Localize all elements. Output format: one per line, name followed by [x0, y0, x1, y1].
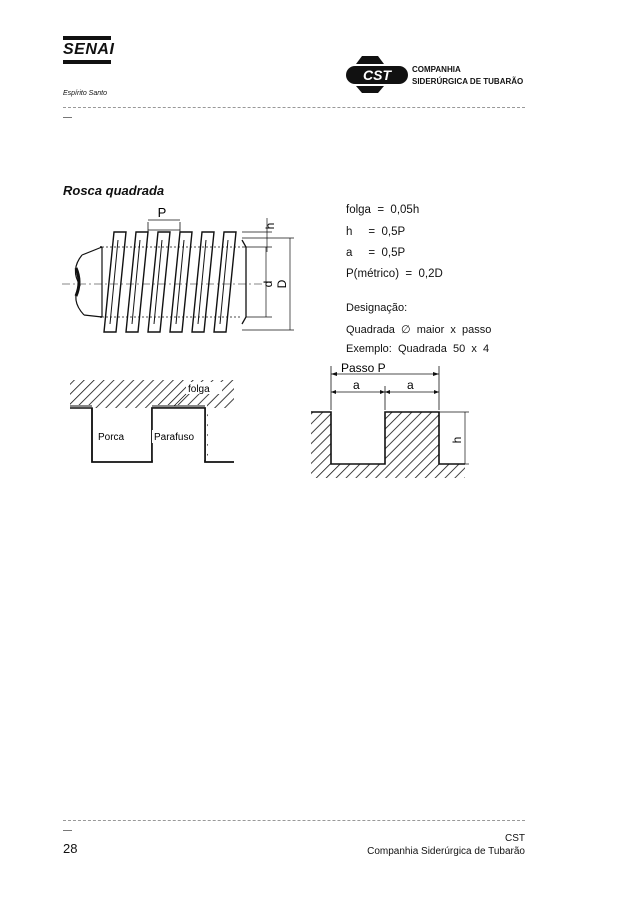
section-title: Rosca quadrada: [63, 183, 165, 198]
cst-company-name: [412, 64, 523, 88]
designation-heading: Designação:: [346, 302, 408, 314]
footer-org: [367, 832, 525, 858]
cst-name-line2: SIDERÚRGICA DE TUBARÃO: [412, 77, 524, 86]
footer-org-full: Companhia Siderúrgica de Tubarão: [367, 846, 525, 857]
fig1-label-big-d: D: [275, 279, 289, 289]
senai-subtitle: Espírito Santo: [63, 90, 107, 97]
designation-example: Exemplo: Quadrada 50 x 4: [346, 343, 490, 355]
fig1-label-d: d: [261, 280, 275, 288]
fig3-label-h: h: [450, 436, 464, 444]
cst-logo-text: CST: [363, 67, 391, 83]
fig1-label-h: h: [263, 222, 277, 230]
cst-name-line1: COMPANHIA: [412, 65, 461, 74]
cst-logo: [344, 54, 410, 94]
senai-logo-text: SENAI: [63, 41, 115, 58]
header-rule: [63, 107, 525, 108]
footer-org-short: CST: [505, 833, 525, 844]
designation-rule: Quadrada ∅ maior x passo: [346, 324, 492, 336]
page-number: 28: [63, 841, 78, 856]
figure-square-thread-screw: [62, 200, 302, 340]
footer-rule: [63, 820, 525, 821]
figure-pitch-profile: [305, 360, 480, 480]
footer-tick: [63, 830, 72, 831]
header-tick: [63, 117, 72, 118]
senai-logo-bar-bottom: [63, 60, 111, 64]
formula-p: P(métrico) = 0,2D: [346, 268, 443, 280]
formula-folga: folga = 0,05h: [346, 204, 420, 216]
fig1-label-p: P: [157, 205, 167, 220]
fig3-label-a2: a: [407, 378, 414, 392]
fig2-label-folga: folga: [188, 384, 210, 395]
fig3-label-passo: Passo P: [341, 361, 386, 375]
figure-nut-screw-section: [62, 372, 242, 472]
formula-a: a = 0,5P: [346, 247, 406, 259]
fig2-label-parafuso: Parafuso: [154, 432, 195, 443]
fig3-label-a1: a: [353, 378, 360, 392]
fig2-label-porca: Porca: [98, 432, 125, 443]
formula-h: h = 0,5P: [346, 226, 406, 238]
senai-logo: [63, 36, 115, 64]
